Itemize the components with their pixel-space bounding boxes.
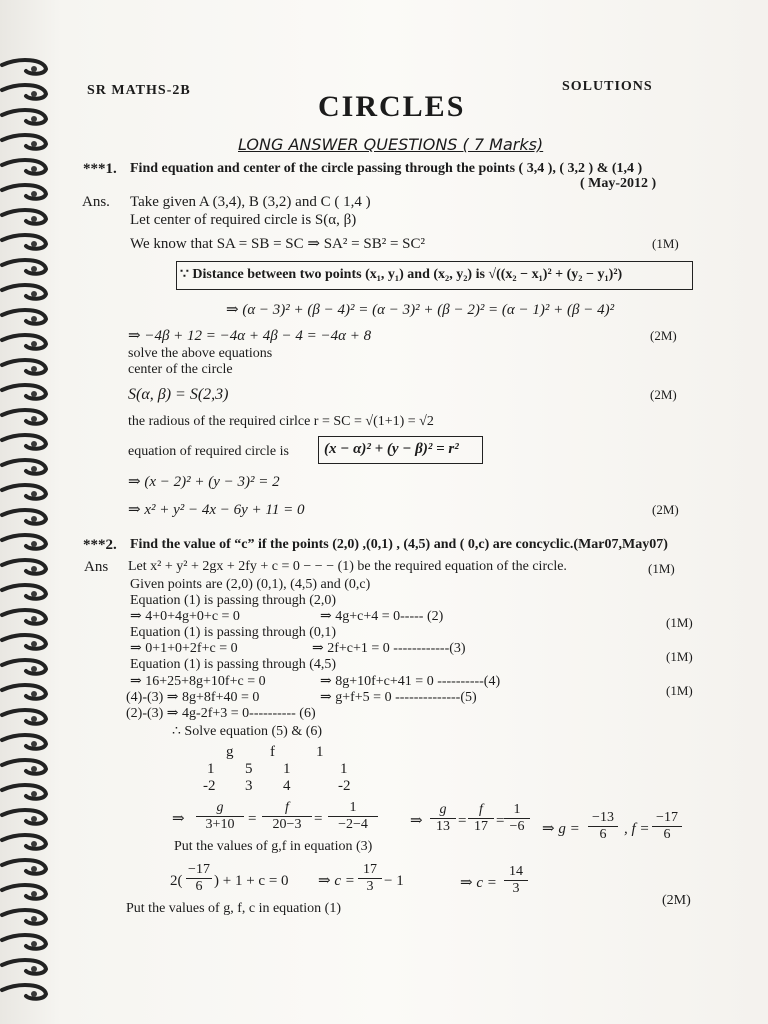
- fraction: $\frac{1}{-6}$: [504, 802, 530, 835]
- expression: − 1: [384, 873, 404, 889]
- fraction: $\frac{17}{3}$: [358, 862, 382, 895]
- spiral-ring: [2, 235, 46, 249]
- c-label: ⇒ c =: [318, 873, 355, 889]
- equals: =: [248, 811, 257, 827]
- answer-line: ⇒ 8g+10f+c+41 = 0 ----------(4): [320, 674, 501, 689]
- exam-reference: ( May-2012 ): [580, 176, 657, 191]
- c-value: $\frac{14}{3}$: [504, 864, 528, 897]
- spiral-ring: [2, 410, 46, 424]
- spiral-ring: [2, 435, 46, 449]
- spiral-ring: [2, 335, 46, 349]
- spiral-ring: [2, 260, 46, 274]
- binding-hole: [31, 541, 37, 547]
- final-equation: ⇒ x² + y² − 4x − 6y + 11 = 0: [128, 502, 305, 518]
- binding-hole: [31, 91, 37, 97]
- answer-line: equation of required circle is: [128, 444, 289, 459]
- cross-cell: 1: [283, 761, 291, 777]
- binding-hole: [31, 191, 37, 197]
- c-label: ⇒ c =: [460, 875, 497, 891]
- answer-label: Ans: [84, 559, 109, 575]
- binding-hole: [31, 691, 37, 697]
- binding-hole: [31, 466, 37, 472]
- equation-line: ⇒ −4β + 12 = −4α + 4β − 4 = −4α + 8: [128, 328, 372, 344]
- marks-label: (1M): [666, 615, 693, 630]
- spiral-ring: [2, 85, 46, 99]
- binding-hole: [31, 766, 37, 772]
- answer-line: (2)-(3) ⇒ 4g-2f+3 = 0---------- (6): [126, 706, 316, 721]
- spiral-ring: [2, 310, 46, 324]
- binding-hole: [31, 716, 37, 722]
- binding-hole: [31, 616, 37, 622]
- binding-hole: [31, 591, 37, 597]
- page-subtitle: LONG ANSWER QUESTIONS ( 7 Marks): [238, 135, 544, 154]
- spiral-ring: [2, 560, 46, 574]
- spiral-ring: [2, 910, 46, 924]
- marks-label: (2M): [652, 502, 679, 517]
- question-text: Find equation and center of the circle passing through the points ( 3,4 ), ( 3,2 ) & (1,4 ): [130, 161, 643, 176]
- expression: ) + 1 + c = 0: [214, 873, 289, 889]
- marks-label: (1M): [648, 561, 675, 576]
- binding-hole: [31, 916, 37, 922]
- cross-cell: 1: [340, 761, 348, 777]
- binding-hole: [31, 741, 37, 747]
- spiral-ring: [2, 585, 46, 599]
- fraction: $\frac{g}{13}$: [430, 802, 456, 835]
- subject-code: SR MATHS-2B: [87, 83, 191, 98]
- binding-hole: [31, 816, 37, 822]
- answer-line: We know that SA = SB = SC ⇒ SA² = SB² = SC²: [130, 236, 425, 252]
- spiral-ring: [2, 735, 46, 749]
- fraction: $\frac{g}{3+10}$: [196, 800, 244, 833]
- binding-hole: [31, 791, 37, 797]
- equals: =: [496, 813, 505, 829]
- binding-hole: [31, 366, 37, 372]
- spiral-ring: [2, 760, 46, 774]
- binding-hole: [31, 141, 37, 147]
- spiral-ring: [2, 660, 46, 674]
- circle-equation: (x − α)² + (y − β)² = r²: [324, 441, 459, 457]
- cross-head: 1: [316, 744, 324, 760]
- binding-hole: [31, 866, 37, 872]
- answer-line: ∴ Solve equation (5) & (6): [172, 724, 323, 739]
- fraction: $\frac{1}{-2-4}$: [328, 800, 378, 833]
- answer-line: (4)-(3) ⇒ 8g+8f+40 = 0: [126, 690, 260, 705]
- cross-cell: 5: [245, 761, 253, 777]
- answer-line: ⇒ g+f+5 = 0 --------------(5): [320, 690, 477, 705]
- distance-formula: ∵ Distance between two points (x₁, y₁) and (x₂, y₂) is √((x₂ − x₁)² + (y₂ − y₁)²): [180, 267, 623, 282]
- binding-hole: [31, 216, 37, 222]
- equals: =: [458, 813, 467, 829]
- marks-label: (1M): [666, 683, 693, 698]
- answer-line: Let center of required circle is S(α, β): [130, 212, 357, 228]
- spiral-ring: [2, 160, 46, 174]
- implies: ⇒: [172, 811, 185, 827]
- spiral-ring: [2, 960, 46, 974]
- binding-hole: [31, 241, 37, 247]
- equals: =: [314, 811, 323, 827]
- binding-hole: [31, 966, 37, 972]
- answer-line: Given points are (2,0) (0,1), (4,5) and (0,c): [130, 577, 371, 592]
- g-label: ⇒ g =: [542, 821, 580, 837]
- answer-line: ⇒ 4+0+4g+0+c = 0: [130, 609, 240, 624]
- marks-label: (2M): [650, 328, 677, 343]
- center-result: S(α, β) = S(2,3): [128, 386, 229, 403]
- fraction: $\frac{f}{20-3}$: [262, 800, 312, 833]
- spiral-ring: [2, 785, 46, 799]
- spiral-ring: [2, 460, 46, 474]
- question-text: Find the value of “c” if the points (2,0) ,(0,1) , (4,5) and ( 0,c) are concyclic.(Mar07,May07): [130, 537, 668, 552]
- spiral-ring: [2, 135, 46, 149]
- answer-line: Take given A (3,4), B (3,2) and C ( 1,4 ): [130, 194, 371, 210]
- spiral-ring: [2, 935, 46, 949]
- f-label: , f =: [624, 821, 650, 837]
- implies: ⇒: [410, 813, 423, 829]
- page-title: CIRCLES: [318, 90, 466, 123]
- binding-hole: [31, 416, 37, 422]
- binding-hole: [31, 166, 37, 172]
- spiral-ring: [2, 110, 46, 124]
- spiral-ring: [2, 635, 46, 649]
- equation-line: ⇒ (x − 2)² + (y − 3)² = 2: [128, 474, 280, 490]
- cross-cell: 3: [245, 778, 253, 794]
- cross-head: f: [270, 744, 275, 760]
- question-number: ***2.: [83, 537, 117, 553]
- answer-line: solve the above equations: [128, 346, 273, 361]
- cross-cell: -2: [203, 778, 216, 794]
- spiral-ring: [2, 60, 46, 74]
- answer-line: Put the values of g,f in equation (3): [174, 839, 373, 854]
- question-number: ***1.: [83, 161, 117, 177]
- spiral-ring: [2, 985, 46, 999]
- spiral-ring: [2, 385, 46, 399]
- spiral-ring: [2, 685, 46, 699]
- binding-hole: [31, 566, 37, 572]
- spiral-ring: [2, 185, 46, 199]
- binding-hole: [31, 441, 37, 447]
- answer-line: center of the circle: [128, 362, 233, 377]
- answer-line: Equation (1) is passing through (0,1): [130, 625, 337, 640]
- answer-line: ⇒ 4g+c+4 = 0----- (2): [320, 609, 444, 624]
- marks-label: (2M): [662, 893, 691, 908]
- spiral-ring: [2, 535, 46, 549]
- binding-hole: [31, 891, 37, 897]
- marks-label: (2M): [650, 387, 677, 402]
- spiral-ring: [2, 710, 46, 724]
- answer-line: ⇒ 0+1+0+2f+c = 0: [130, 641, 238, 656]
- equation-line: ⇒ (α − 3)² + (β − 4)² = (α − 3)² + (β − 2)² = (α − 1)² + (β − 4)²: [226, 302, 615, 318]
- spiral-ring: [2, 285, 46, 299]
- g-value: $\frac{-13}{6}$: [588, 810, 618, 843]
- binding-hole: [31, 516, 37, 522]
- binding-hole: [31, 941, 37, 947]
- binding-hole: [31, 341, 37, 347]
- binding-hole: [31, 666, 37, 672]
- answer-line: Put the values of g, f, c in equation (1): [126, 901, 342, 916]
- cross-cell: 1: [207, 761, 215, 777]
- spiral-ring: [2, 885, 46, 899]
- answer-line: Equation (1) is passing through (2,0): [130, 593, 337, 608]
- answer-line: ⇒ 16+25+8g+10f+c = 0: [130, 674, 266, 689]
- answer-label: Ans.: [82, 194, 110, 210]
- cross-cell: -2: [338, 778, 351, 794]
- f-value: $\frac{-17}{6}$: [652, 810, 682, 843]
- binding-hole: [31, 66, 37, 72]
- cross-cell: 4: [283, 778, 291, 794]
- binding-hole: [31, 641, 37, 647]
- spiral-ring: [2, 835, 46, 849]
- binding-hole: [31, 841, 37, 847]
- spiral-ring: [2, 210, 46, 224]
- binding-hole: [31, 391, 37, 397]
- answer-line: Equation (1) is passing through (4,5): [130, 657, 337, 672]
- spiral-binding-icon: [0, 55, 60, 1015]
- spiral-ring: [2, 485, 46, 499]
- binding-hole: [31, 316, 37, 322]
- binding-hole: [31, 991, 37, 997]
- answer-line: Let x² + y² + 2gx + 2fy + c = 0 − − − (1) be the required equation of the circle.: [128, 559, 567, 574]
- spiral-ring: [2, 810, 46, 824]
- spiral-ring: [2, 360, 46, 374]
- binding-hole: [31, 291, 37, 297]
- section-label: SOLUTIONS: [562, 79, 653, 94]
- fraction: $\frac{f}{17}$: [468, 802, 494, 835]
- marks-label: (1M): [652, 236, 679, 251]
- spiral-ring: [2, 860, 46, 874]
- answer-line: ⇒ 2f+c+1 = 0 ------------(3): [312, 641, 466, 656]
- coefficient: 2(: [170, 873, 183, 889]
- binding-hole: [31, 266, 37, 272]
- spiral-ring: [2, 610, 46, 624]
- cross-head: g: [226, 744, 234, 760]
- radius-line: the radious of the required cirlce r = SC = √(1+1) = √2: [128, 414, 434, 429]
- fraction: $\frac{-17}{6}$: [186, 862, 212, 895]
- binding-hole: [31, 116, 37, 122]
- binding-hole: [31, 491, 37, 497]
- marks-label: (1M): [666, 649, 693, 664]
- spiral-ring: [2, 510, 46, 524]
